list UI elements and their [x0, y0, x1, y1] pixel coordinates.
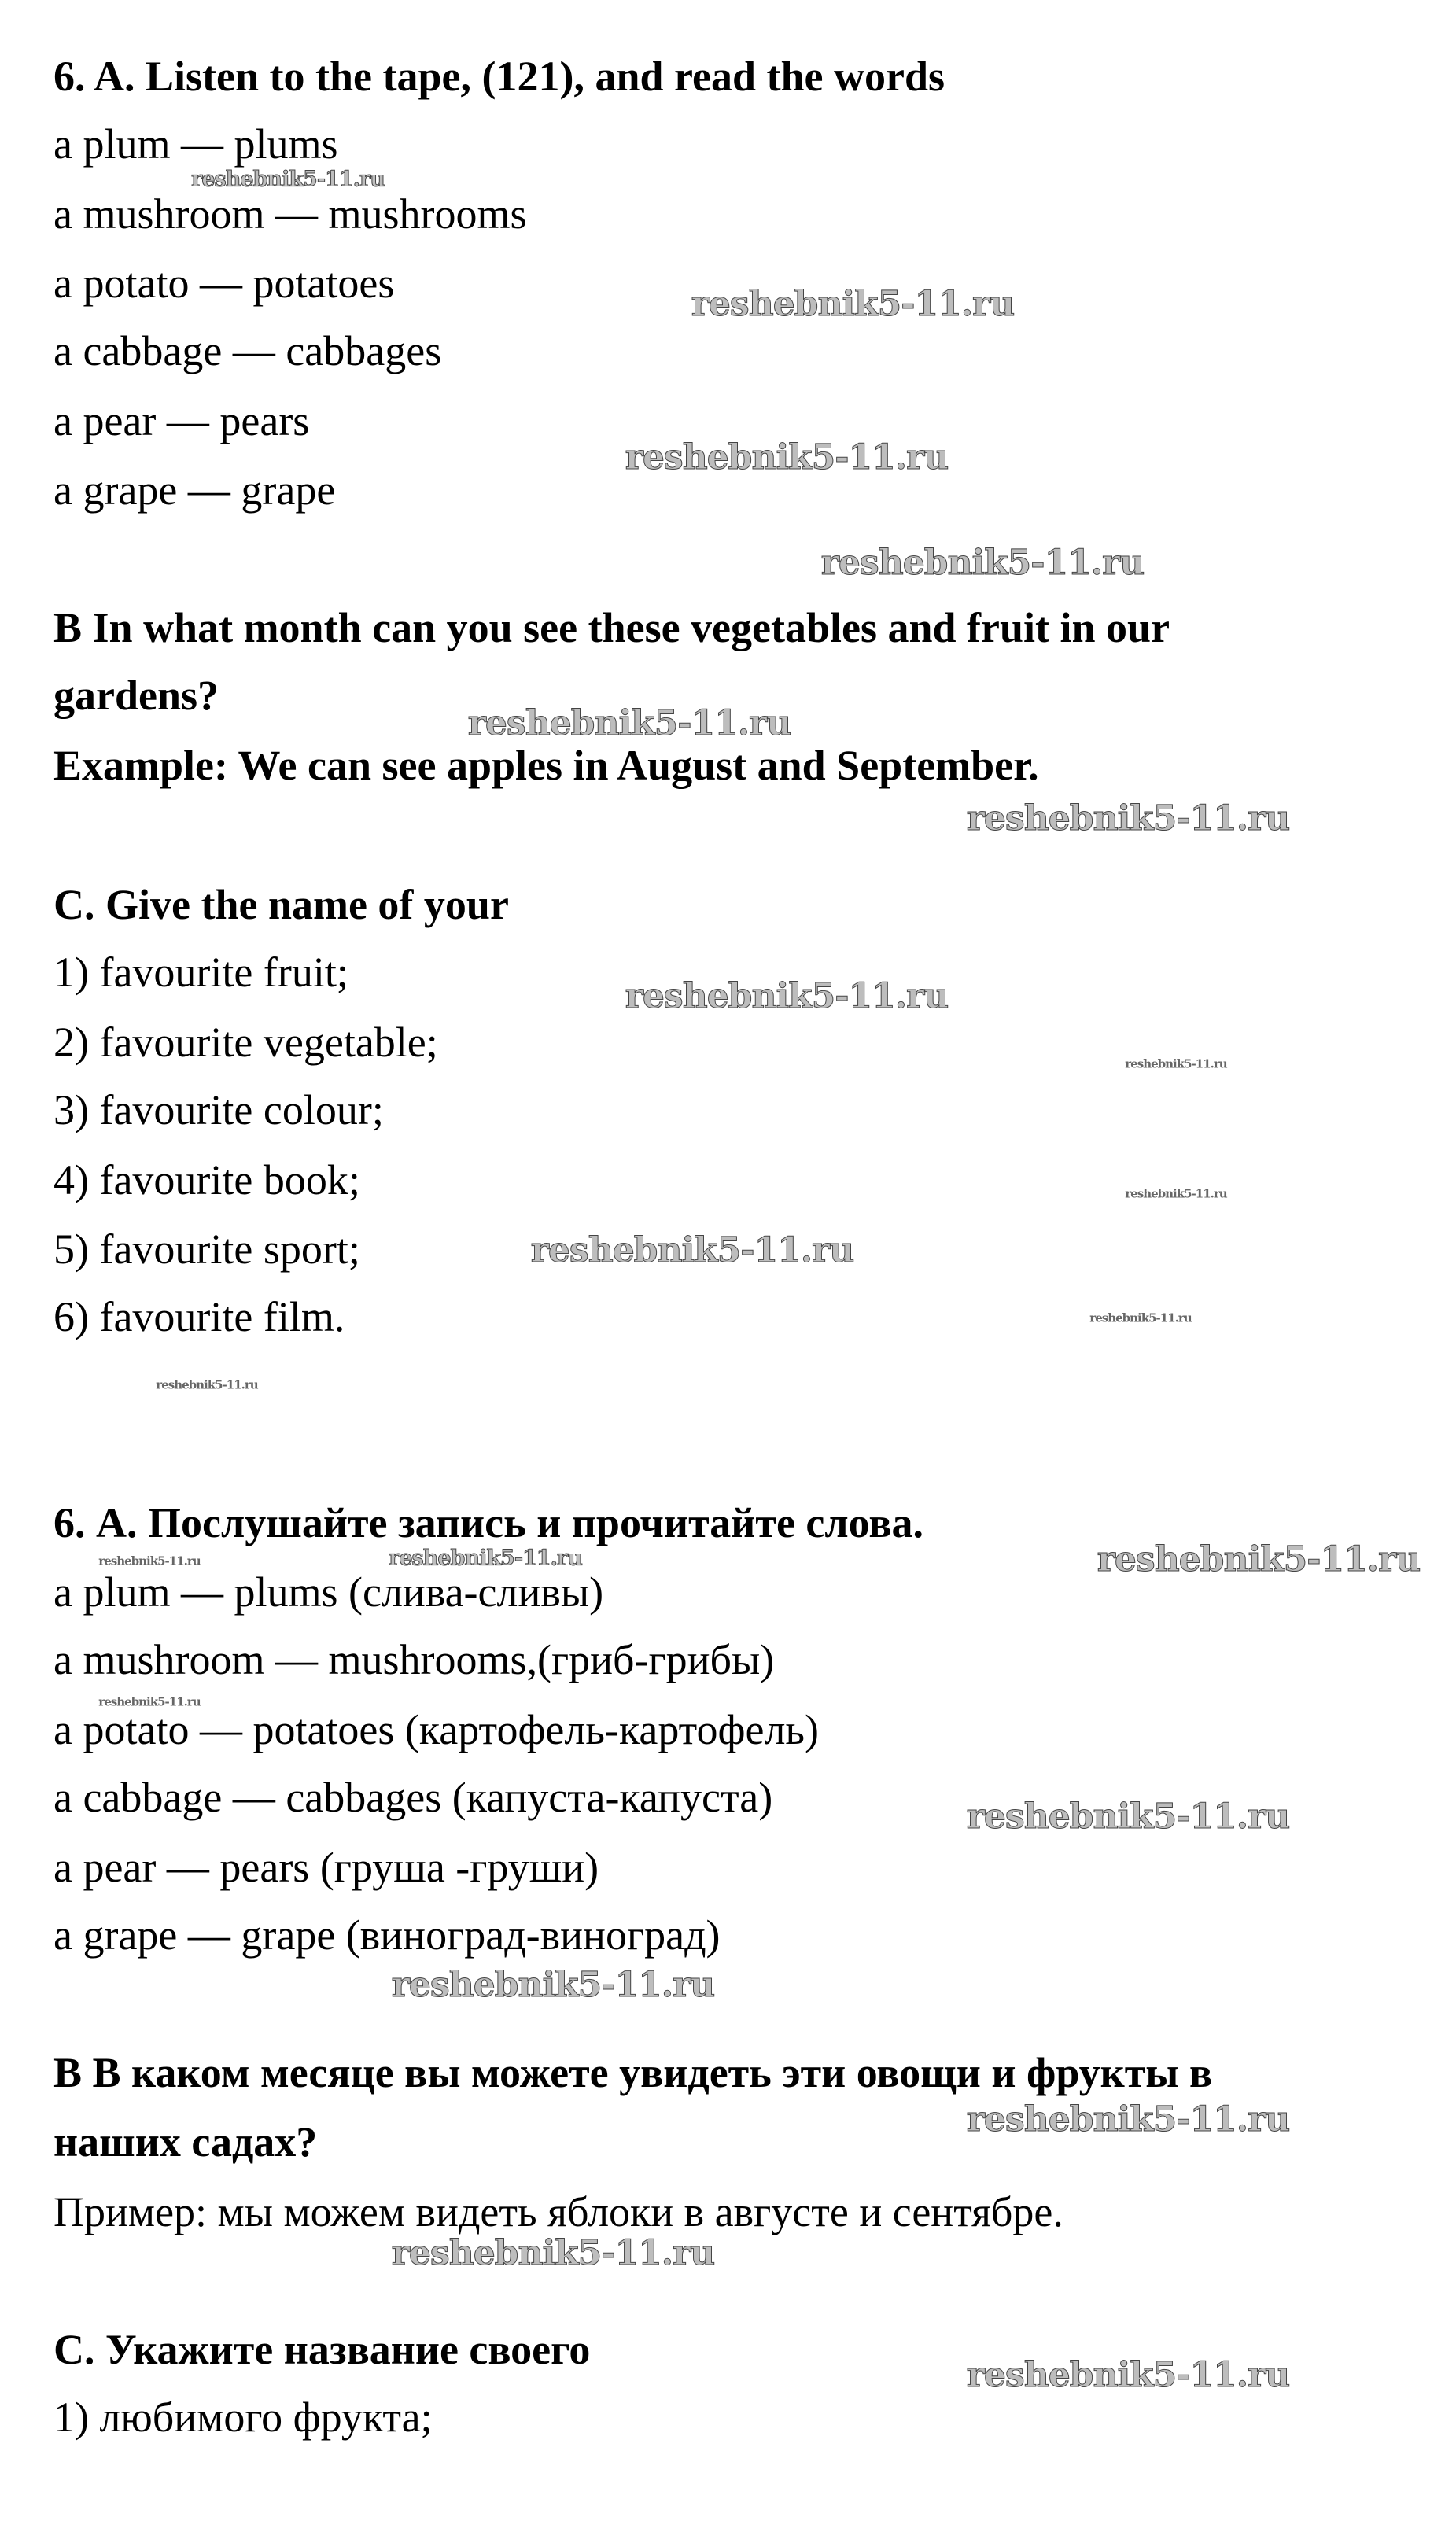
watermark: reshebnik5-11.ru	[966, 1797, 1290, 1837]
example-ru: Пример: мы можем видеть яблоки в августе и сентябре.	[53, 2188, 1063, 2235]
word-pair: a pear — pears	[53, 397, 310, 444]
list-item: 6) favourite film.	[53, 1293, 345, 1340]
watermark: reshebnik5-11.ru	[625, 437, 949, 477]
section-b-heading-ru: В В каком месяце вы можете увидеть эти овощи и фрукты в	[53, 2049, 1213, 2096]
word-pair: a potato — potatoes (картофель-картофель)	[53, 1706, 820, 1753]
word-pair: a cabbage — cabbages	[53, 327, 442, 374]
watermark: reshebnik5-11.ru	[530, 1230, 854, 1270]
list-item: 1) любимого фрукта;	[53, 2394, 433, 2441]
watermark: reshebnik5-11.ru	[156, 1377, 258, 1392]
watermark: reshebnik5-11.ru	[1089, 1310, 1192, 1325]
watermark: reshebnik5-11.ru	[966, 798, 1290, 838]
word-pair: a grape — grape	[53, 466, 336, 514]
section-a-heading: 6. A. Listen to the tape, (121), and read the words	[53, 53, 945, 100]
watermark: reshebnik5-11.ru	[1125, 1186, 1227, 1201]
word-pair: a plum — plums	[53, 120, 338, 168]
watermark: reshebnik5-11.ru	[966, 2355, 1290, 2395]
watermark: reshebnik5-11.ru	[1125, 1056, 1227, 1071]
word-pair: a grape — grape (виноград-виноград)	[53, 1911, 721, 1959]
section-b-heading: B In what month can you see these vegetables and fruit in our	[53, 604, 1170, 651]
list-item: 3) favourite colour;	[53, 1086, 384, 1133]
word-pair: a potato — potatoes	[53, 260, 395, 307]
watermark: reshebnik5-11.ru	[389, 1546, 582, 1571]
list-item: 4) favourite book;	[53, 1156, 360, 1203]
word-pair: a plum — plums (слива-сливы)	[53, 1568, 604, 1616]
list-item: 5) favourite sport;	[53, 1225, 360, 1273]
watermark: reshebnik5-11.ru	[98, 1554, 201, 1568]
watermark: reshebnik5-11.ru	[391, 1965, 715, 2005]
watermark: reshebnik5-11.ru	[1097, 1539, 1421, 1579]
watermark: reshebnik5-11.ru	[391, 2233, 715, 2273]
watermark: reshebnik5-11.ru	[625, 976, 949, 1016]
word-pair: a mushroom — mushrooms	[53, 190, 527, 238]
section-b-heading-cont: gardens?	[53, 672, 219, 719]
watermark: reshebnik5-11.ru	[966, 2099, 1290, 2140]
word-pair: a mushroom — mushrooms,(гриб-грибы)	[53, 1636, 775, 1683]
watermark: reshebnik5-11.ru	[820, 543, 1145, 583]
list-item: 2) favourite vegetable;	[53, 1019, 438, 1066]
watermark: reshebnik5-11.ru	[467, 703, 791, 743]
section-c-heading-ru: С. Укажите название своего	[53, 2326, 591, 2373]
section-a-heading-ru: 6. А. Послушайте запись и прочитайте слова.	[53, 1499, 923, 1546]
word-pair: a pear — pears (груша -груши)	[53, 1844, 599, 1891]
section-c-heading: C. Give the name of your	[53, 881, 509, 928]
word-pair: a cabbage — cabbages (капуста-капуста)	[53, 1774, 773, 1821]
watermark: reshebnik5-11.ru	[98, 1694, 201, 1709]
list-item: 1) favourite fruit;	[53, 949, 348, 996]
watermark: reshebnik5-11.ru	[191, 167, 385, 192]
section-b-heading-ru-cont: наших садах?	[53, 2118, 318, 2165]
example: Example: We can see apples in August and September.	[53, 742, 1039, 789]
watermark: reshebnik5-11.ru	[691, 284, 1015, 324]
